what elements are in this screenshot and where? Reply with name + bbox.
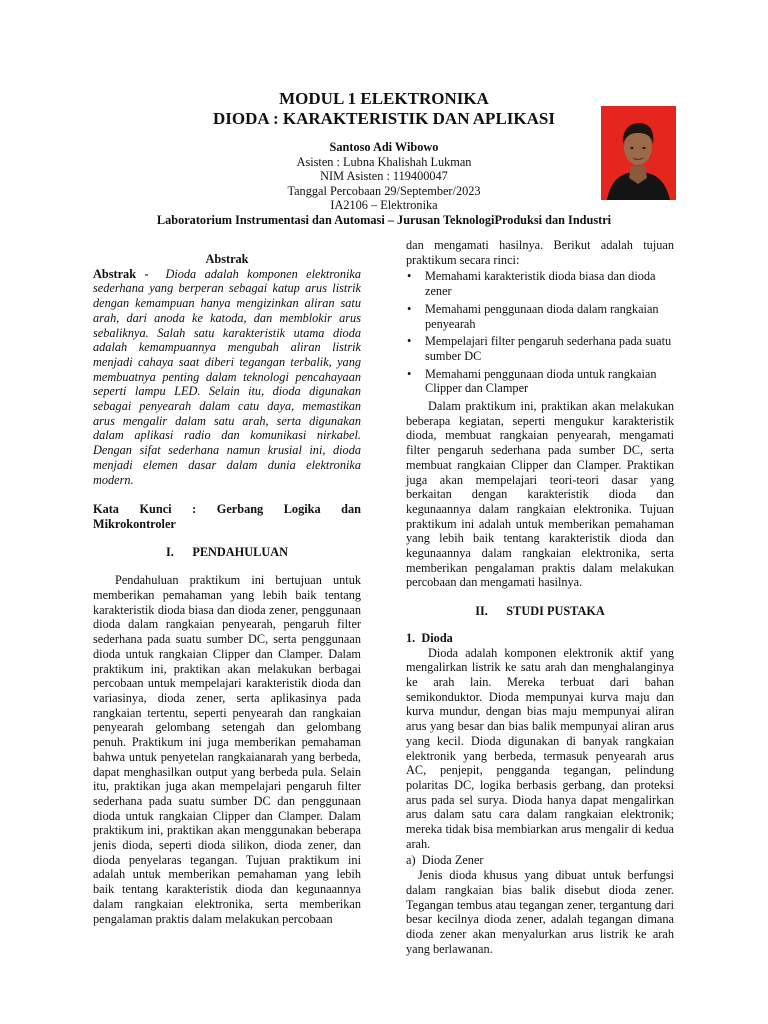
lab-affiliation: Laboratorium Instrumentasi dan Automasi – Jurusan TeknologiProduksi dan Industri (156, 212, 612, 227)
experiment-date: Tanggal Percobaan 29/September/2023 (287, 183, 481, 198)
paper-title-line1: MODUL 1 ELEKTRONIKA (279, 89, 489, 108)
keywords: Kata Kunci : Gerbang Logika dan Mikrokontroler (93, 502, 361, 531)
abstract-lead: Abstrak - (93, 266, 149, 281)
subsection-zener-body: Jenis dioda khusus yang dibuat untuk berfungsi dalam rangkaian bias balik disebut dioda zener. Tegangan tembus atau tegangan zener, tergantung dari besar kecilnya dioda zener, adalah tegangan dimana dioda zener akan menyalurkan arus listrik ke arah yang berlawanan. (406, 868, 674, 956)
course-code: IA2106 – Elektronika (330, 198, 438, 213)
section-1-body: Pendahuluan praktikum ini bertujuan untuk memberikan pemahaman yang lebih baik tentang karakteristik dioda biasa dan dioda zener, penggunaan dioda dalam rangkaian penyearah, pengaruh filter sederhana pada suatu sumber DC, serta penggunaan dioda untuk rangkaian Clipper dan Clamper. Dalam praktikum ini, praktikan akan melakukan berbagai percobaan untuk mempelajari karakteristik dioda dan variasinya, dioda zener, serta aplikasinya pada rangkaian tertentu, seperti penyearah dan rangkaian penyearah gelombang setengah dan gelombang penuh. Praktikum ini juga memberikan pemahaman bahwa untuk penyetelan rangkaianarah yang berbeda, dapat menghasilkan output yang berbeda pula. Selain itu, praktikan juga akan mempelajari pengaruh filter sederhana pada suatu sumber DC dan penggunaan dioda untuk rangkaian Clipper dan Clamper. Dalam praktikum ini, praktikan akan menggunakan beberapa jenis dioda, seperti dioda silikon, dioda zener, dan dioda penyelaras tegangan. Tujuan praktikum ini adalah untuk memberikan pemahaman yang lebih baik tentang karakteristik dioda dan kegunaannya dalam rangkaian elektronika, serta memberikan pengalaman praktis dalam melakukan percobaan (93, 573, 361, 926)
activities-paragraph: Dalam praktikum ini, praktikan akan melakukan beberapa kegiatan, seperti mengukur karakteristik dioda, membuat rangkaian penyearah, mengamati filter pengaruh sederhana pada sumber DC, serta membuat rangkaian Clipper dan Clamper. Praktikan juga akan mempelajari teori-teori dasar yang berkaitan dengan karakteristik dioda dan kegunaannya dalam rangkaian elektronika. Tujuan praktikum ini adalah untuk memberikan pemahaman yang lebih baik tentang karakteristik dioda dan kegunaannya dalam rangkaian elektronika, serta memberikan pengalaman praktis dalam melakukan percobaan dan mengamati hasilnya. (406, 399, 674, 590)
right-column (406, 238, 674, 956)
objective-item: • Memahami penggunaan dioda dalam rangkaian penyearah (406, 302, 674, 331)
left-column (93, 252, 361, 926)
subsection-dioda-heading: 1. Dioda (406, 630, 453, 645)
abstract-heading: Abstrak (205, 252, 249, 266)
assistant-nim: NIM Asisten : 119400047 (320, 169, 448, 184)
abstract-body: Dioda adalah komponen elektronika sederhana yang berperan sebagai katup arus listrik dengan kemampuan hanya mengizinkan aliran satu arah, dari anoda ke katoda, dan memblokir arus sebaliknya. Salah satu karakteristik utama dioda adalah kemampuannya mengubah aliran listrik menjadi cahaya saat diberi tegangan terbalik, yang membuatnya penting dalam teknologi pencahayaan seperti lampu LED. Selain itu, dioda digunakan sebagai penyearah dalam catu daya, memastikan arus mengalir dalam satu arah, serta digunakan dalam aplikasi radio dan komunikasi nirkabel. Dengan sifat sederhana namun krusial ini, dioda menjadi elemen dasar dalam dunia elektronika modern. (93, 266, 362, 487)
author-block (0, 140, 768, 228)
assistant-name: Asisten : Lubna Khalishah Lukman (296, 154, 472, 169)
subsection-dioda-body: Dioda adalah komponen elektronik aktif yang mengalirkan listrik ke satu arah dan menghalanginya ke arah lain. Mereka terbuat dari bahan semikonduktor. Dioda mempunyai kurva maju dan kurva mundur, dengan bias maju mempunyai aliran arus yang besar dan bias balik mempunyai aliran arus yang kecil. Dioda digunakan di banyak rangkaian elektronik yang berbeda, termasuk penyearah arus AC, penjepit, pengganda tegangan, pelindung polaritas DC, logika berbasis gerbang, dan proteksi arus pada sel surya. Dioda hanya dapat mengalirkan arus dalam satu cara dalam rangkaian elektronik; mereka tidak bisa membiarkan arus mengalir di kedua arah. (406, 645, 674, 851)
section-2-heading: II. STUDI PUSTAKA (475, 604, 605, 619)
objective-item: • Memahami penggunaan dioda untuk rangkaian Clipper dan Clamper (406, 367, 674, 396)
author-name: Santoso Adi Wibowo (329, 140, 439, 154)
objectives-list (406, 269, 674, 396)
abstract-text (93, 267, 361, 488)
objective-item: • Mempelajari filter pengaruh sederhana pada suatu sumber DC (406, 334, 674, 363)
section-1-heading: I. PENDAHULUAN (166, 544, 288, 559)
objectives-intro: dan mengamati hasilnya. Berikut adalah tujuan praktikum secara rinci: (406, 238, 674, 267)
subsection-zener-heading: a) Dioda Zener (406, 853, 484, 868)
paper-title-line2: DIODA : KARAKTERISTIK DAN APLIKASI (213, 109, 555, 128)
objective-item: • Memahami karakteristik dioda biasa dan dioda zener (406, 269, 674, 298)
